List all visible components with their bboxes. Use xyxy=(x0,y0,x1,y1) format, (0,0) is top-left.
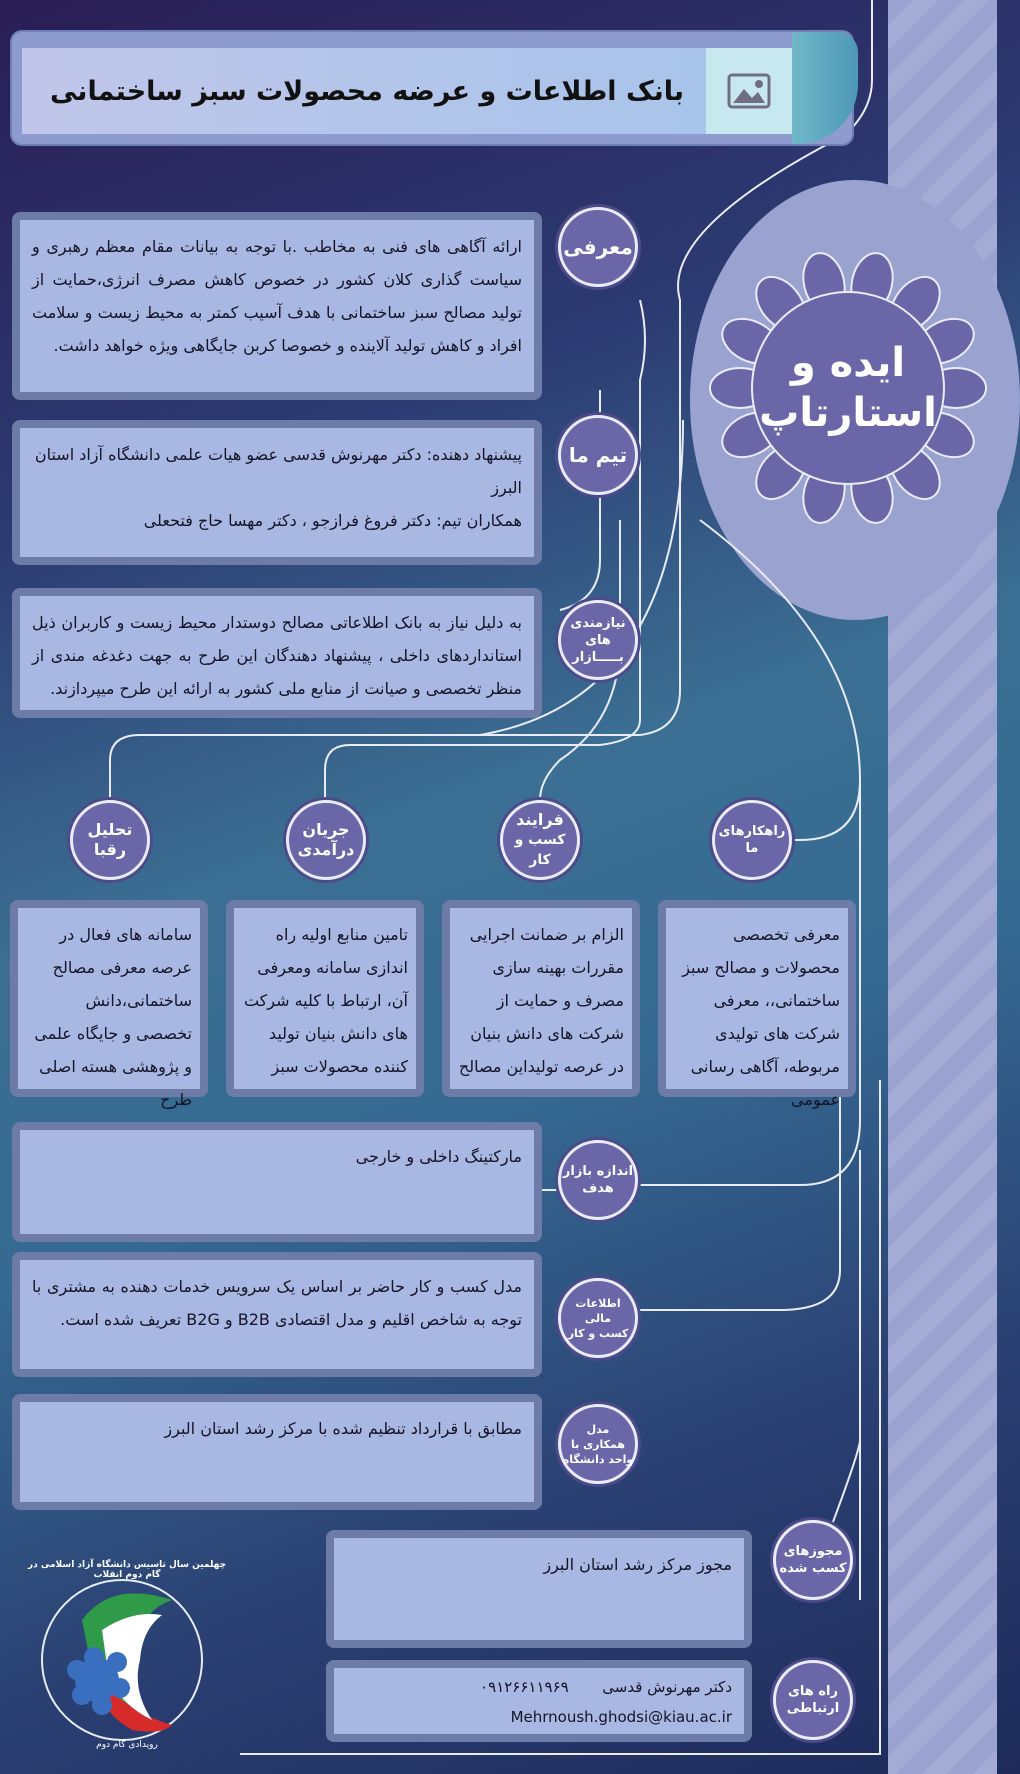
solutions-label-2: ما xyxy=(745,841,759,856)
licenses-badge xyxy=(773,1520,853,1600)
cooperation-panel xyxy=(12,1394,542,1510)
needs-label-1: نیازمندی های xyxy=(570,615,626,648)
university-logo xyxy=(22,1560,232,1760)
idea-startup-emblem xyxy=(708,248,988,528)
process-label-2: کسب و کار xyxy=(514,832,566,868)
process-text: الزام بر ضمانت اجرایی مقررات بهینه سازی مصرف و حمایت از شرکت های دانش بنیان در عرصه تولیداین مصالح xyxy=(450,908,632,1089)
team-badge xyxy=(558,415,638,495)
cooperation-badge xyxy=(558,1404,638,1484)
competitors-text: سامانه های فعال در عرصه معرفی مصالح ساختمانی،دانش تخصصی و جایگاه علمی و پژوهشی هسته اصلی طرح xyxy=(18,908,200,1089)
contact-badge xyxy=(773,1660,853,1740)
cooperation-label-1: مدل xyxy=(586,1422,610,1436)
team-proposer: پیشنهاد دهنده: دکتر مهرنوش قدسی عضو هیات علمی دانشگاه آزاد استان البرز xyxy=(34,445,522,497)
competitors-panel xyxy=(10,900,208,1109)
market-panel xyxy=(12,1122,542,1242)
team-members: همکاران تیم: دکتر فروغ فرازجو ، دکتر مهسا حاج فتحعلی xyxy=(143,511,522,530)
solutions-text: معرفی تخصصی محصولات و مصالح سبز ساختمانی،، معرفی شرکت های تولیدی مربوطه، آگاهی رسانی عمومی xyxy=(666,908,848,1089)
market-badge xyxy=(558,1140,638,1220)
process-badge xyxy=(500,800,580,880)
emblem-line1: ایده و xyxy=(790,340,906,386)
needs-label-2: بـــــازار xyxy=(572,649,624,665)
competitors-badge xyxy=(70,800,150,880)
solutions-label-1: راهکارهای xyxy=(718,824,786,839)
contact-box xyxy=(334,1668,744,1734)
intro-label: معرفی xyxy=(563,235,633,259)
revenue-badge xyxy=(286,800,366,880)
intro-badge xyxy=(558,207,638,287)
header-tail xyxy=(792,32,858,144)
finance-panel xyxy=(12,1252,542,1377)
competitors-label: تحلیل رقبا xyxy=(87,820,133,859)
logo-arc-text: چهلمین سال تاسیس دانشگاه آزاد اسلامی در گام دوم انقلاب xyxy=(27,1560,227,1580)
contact-email[interactable]: Mehrnoush.ghodsi@kiau.ac.ir xyxy=(510,1708,732,1726)
contact-label-1: راه های xyxy=(788,1684,838,1699)
licenses-label-2: کسب شده xyxy=(779,1561,847,1576)
finance-label-1: اطلاعات مالی xyxy=(575,1296,621,1325)
needs-panel xyxy=(12,588,542,718)
revenue-panel xyxy=(226,900,424,1097)
licenses-text: مجوز مرکز رشد استان البرز xyxy=(334,1538,744,1640)
finance-badge xyxy=(558,1278,638,1358)
contact-line1 xyxy=(346,1672,732,1702)
image-icon xyxy=(706,48,792,134)
intro-panel xyxy=(12,212,542,400)
revenue-label-1: جریان xyxy=(302,820,350,839)
finance-text: مدل کسب و کار حاضر بر اساس یک سرویس خدمات دهنده به مشتری با توجه به شاخص اقلیم و مدل اقتصادی B2B و B2G تعریف شده است. xyxy=(20,1260,534,1369)
revenue-label-2: درآمدی xyxy=(297,840,355,859)
cooperation-label-2: همکاری با xyxy=(570,1437,626,1451)
solutions-badge xyxy=(712,800,792,880)
process-label-1: فرایند xyxy=(516,810,564,829)
team-box xyxy=(20,428,534,557)
logo-bottom-text: رویدادی گام دوم xyxy=(96,1740,158,1750)
header xyxy=(12,32,852,144)
market-text: مارکتینگ داخلی و خارجی xyxy=(20,1130,534,1234)
contact-phone[interactable]: ۰۹۱۲۶۶۱۱۹۶۹ xyxy=(480,1678,569,1696)
revenue-text: تامین منابع اولیه راه اندازی سامانه ومعرفی آن، ارتباط با کلیه شرکت های دانش بنیان تولید کننده محصولات سبز xyxy=(234,908,416,1089)
intro-text: ارائه آگاهی های فنی به مخاطب .با توجه به بیانات مقام معظم رهبری و سیاست گذاری کلان کشور در خصوص کاهش مصرف انرژی،حمایت از تولید مصالح سبز ساختمانی با هدف آسیب کمتر به محیط زیست و سلامت افراد و کاهش تولید آلاینده و خصوصا کربن جایگاهی ویژه خواهد داشت. xyxy=(20,220,534,392)
contact-panel xyxy=(326,1660,752,1742)
finance-label-2: کسب و کار xyxy=(567,1326,629,1340)
team-panel xyxy=(12,420,542,565)
market-label-1: اندازه بازار xyxy=(562,1164,634,1179)
licenses-panel xyxy=(326,1530,752,1648)
page-title: بانک اطلاعات و عرضه محصولات سبز ساختمانی xyxy=(22,48,712,134)
contact-name: دکتر مهرنوش قدسی xyxy=(602,1678,732,1696)
market-label-2: هدف xyxy=(582,1181,614,1196)
contact-label-2: ارتباطی xyxy=(786,1701,840,1716)
emblem-line2: استارتاپ xyxy=(759,390,937,436)
process-panel xyxy=(442,900,640,1097)
licenses-label-1: مجوزهای xyxy=(783,1544,843,1559)
cooperation-label-3: واحد دانشگاه xyxy=(562,1452,634,1466)
needs-badge xyxy=(558,600,638,680)
solutions-panel xyxy=(658,900,856,1109)
team-label: تیم ما xyxy=(568,443,628,467)
cooperation-text: مطابق با قرارداد تنظیم شده با مرکز رشد استان البرز xyxy=(20,1402,534,1502)
needs-text: به دلیل نیاز به بانک اطلاعاتی مصالح دوستدار محیط زیست و کاربران ذیل استانداردهای داخلی ، پیشنهاد دهندگان این طرح به جهت دغدغه مندی از منظر تخصصی و صیانت از منابع ملی کشور به ارائه این طرح میپردازند. xyxy=(20,596,534,710)
